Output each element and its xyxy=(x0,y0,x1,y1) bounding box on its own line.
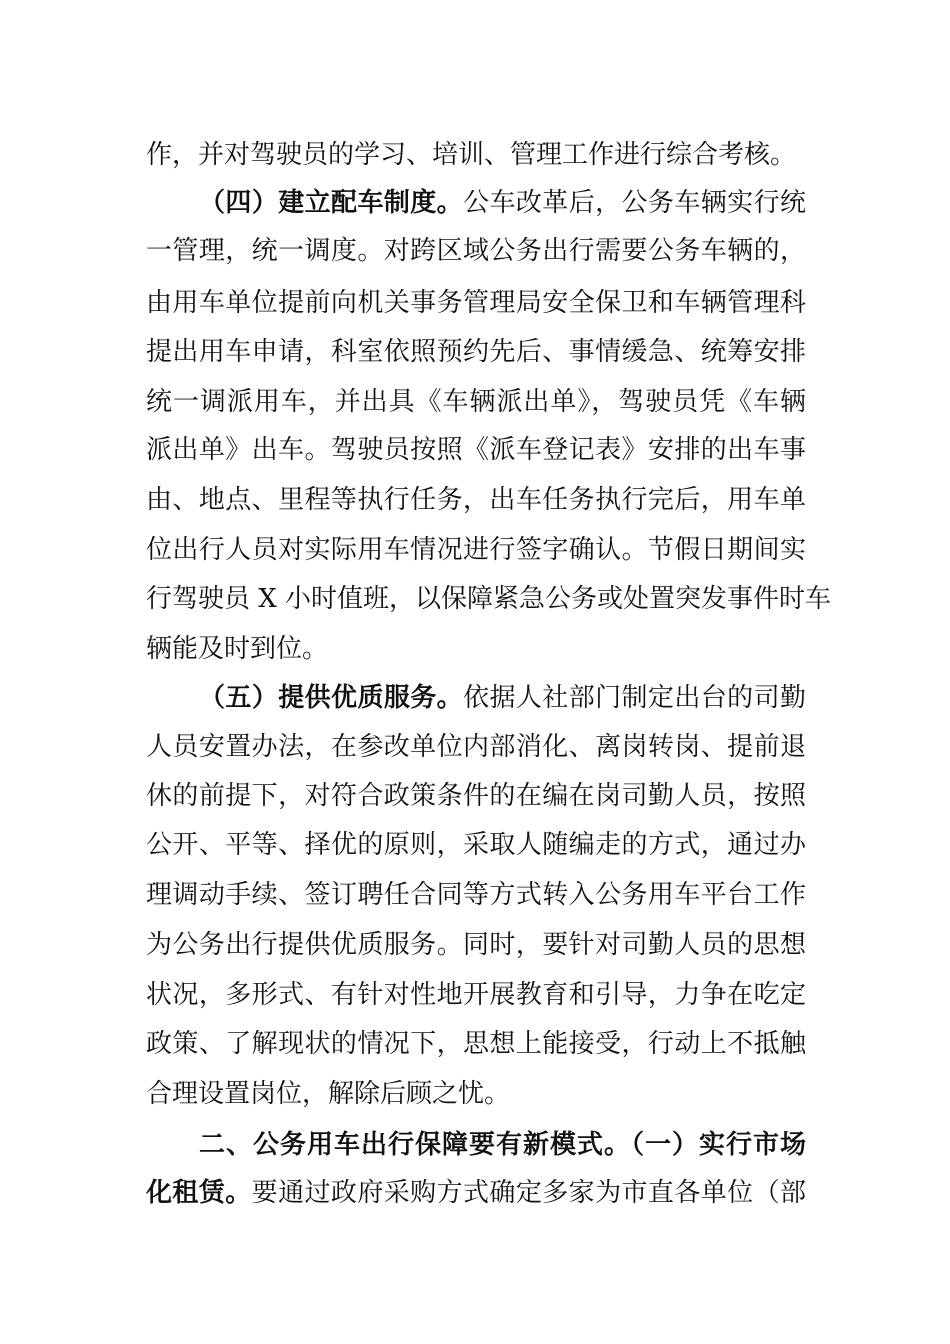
body-line: 行驾驶员 X 小时值班，以保障紧急公务或处置突发事件时车 xyxy=(146,584,832,614)
section-heading: 化租赁。 xyxy=(146,1178,252,1208)
body-line: 一管理，统一调度。对跨区域公务出行需要公务车辆的， xyxy=(146,236,806,266)
body-line: 辆能及时到位。 xyxy=(146,634,329,664)
body-line: 提出用车申请，科室依照预约先后、事情缓急、统筹安排 xyxy=(146,337,806,367)
body-line: 为公务出行提供优质服务。同时，要针对司勤人员的思想 xyxy=(146,930,806,960)
body-line: 合理设置岗位，解除后顾之忧。 xyxy=(146,1079,511,1109)
body-line: 政策、了解现状的情况下，思想上能接受，行动上不抵触 xyxy=(146,1029,806,1059)
body-line: 理调动手续、签订聘任合同等方式转入公务用车平台工作 xyxy=(146,880,806,910)
body-line: 人员安置办法，在参改单位内部消化、离岗转岗、提前退 xyxy=(146,732,806,762)
section-heading: （一）实行市场 xyxy=(630,1130,806,1160)
body-line: 派出单》出车。驾驶员按照《派车登记表》安排的出车事 xyxy=(146,435,806,465)
section-heading-line: 化租赁。要通过政府采购方式确定多家为市直各单位（部 xyxy=(146,1178,806,1208)
section-heading: （四）建立配车制度。 xyxy=(199,188,464,218)
body-line: 统一调派用车，并出具《车辆派出单》，驾驶员凭《车辆 xyxy=(146,387,806,417)
section-heading-line: （五）提供优质服务。依据人社部门制定出台的司勤 xyxy=(199,683,806,713)
body-line: 位出行人员对实际用车情况进行签字确认。节假日期间实 xyxy=(146,535,806,565)
body-line: 状况，多形式、有针对性地开展教育和引导，力争在吃定 xyxy=(146,980,806,1010)
body-line: 作，并对驾驶员的学习、培训、管理工作进行综合考核。 xyxy=(146,140,797,170)
section-heading-line: （四）建立配车制度。公车改革后，公务车辆实行统 xyxy=(199,188,806,218)
body-line: 由用车单位提前向机关事务管理局安全保卫和车辆管理科 xyxy=(146,288,806,318)
chapter-heading-line xyxy=(199,1128,806,1162)
body-line: 由、地点、里程等执行任务，出车任务执行完后，用车单 xyxy=(146,485,806,515)
body-line: 休的前提下，对符合政策条件的在编在岗司勤人员，按照 xyxy=(146,781,806,811)
chapter-heading: 二、公务用车出行保障要有新模式。 xyxy=(199,1130,631,1160)
section-heading: （五）提供优质服务。 xyxy=(199,683,464,713)
body-line: 公开、平等、择优的原则，采取人随编走的方式，通过办 xyxy=(146,830,806,860)
